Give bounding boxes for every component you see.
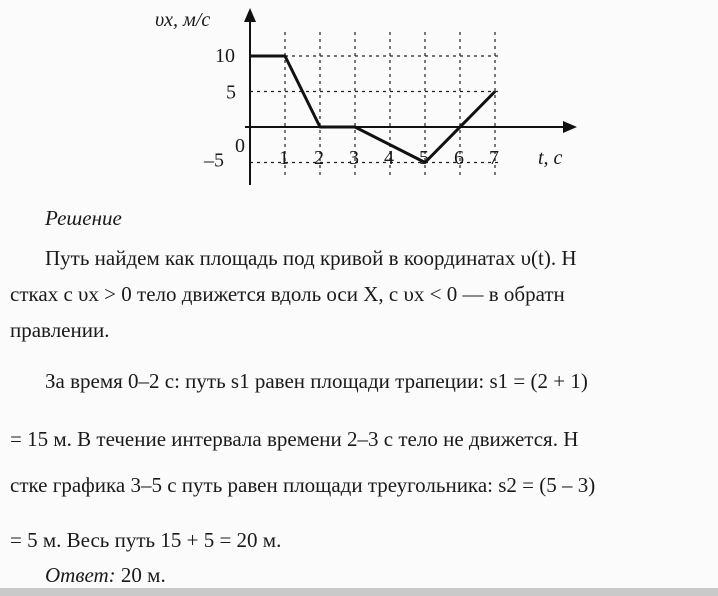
x-tick-label: 1 (279, 147, 289, 169)
x-tick-label: 3 (349, 147, 359, 169)
x-tick-label: 7 (489, 147, 499, 169)
solution-heading: Решение (45, 206, 122, 230)
x-tick-label: 6 (454, 147, 464, 169)
x-tick-label: 4 (384, 147, 394, 169)
y-tick-label: 0 (235, 135, 245, 157)
x-axis-arrow (563, 121, 577, 133)
answer-label: Ответ: (45, 563, 116, 587)
x-tick-label: 2 (314, 147, 324, 169)
page-bottom-edge (0, 588, 718, 596)
y-tick-label: 5 (226, 81, 236, 104)
solution-line-5: = 15 м. В течение интервала времени 2–3 с тело не движется. Н (10, 427, 579, 451)
solution-line-7: = 5 м. Весь путь 15 + 5 = 20 м. (10, 528, 282, 552)
answer-value: 20 м. (115, 563, 166, 587)
velocity-time-graph (155, 0, 595, 200)
solution-line-4: За время 0–2 с: путь s1 равен площади трапеции: s1 = (2 + 1) (45, 369, 588, 393)
solution-line-1: Путь найдем как площадь под кривой в координатах υ(t). Н (45, 246, 577, 270)
x-tick-label: 5 (419, 147, 429, 169)
y-tick-label: 10 (215, 45, 235, 67)
solution-line-6: стке графика 3–5 с путь равен площади треугольника: s2 = (5 – 3) (10, 473, 596, 497)
y-axis-label: υx, м/с (155, 9, 211, 31)
solution-line-2: стках с υx > 0 тело движется вдоль оси X, с υx < 0 — в обратн (10, 282, 565, 306)
y-axis-arrow (244, 8, 256, 22)
answer-line (45, 562, 166, 588)
y-tick-label: –5 (204, 149, 224, 172)
solution-line-3: правлении. (10, 318, 110, 342)
x-axis-label: t, с (538, 147, 563, 169)
